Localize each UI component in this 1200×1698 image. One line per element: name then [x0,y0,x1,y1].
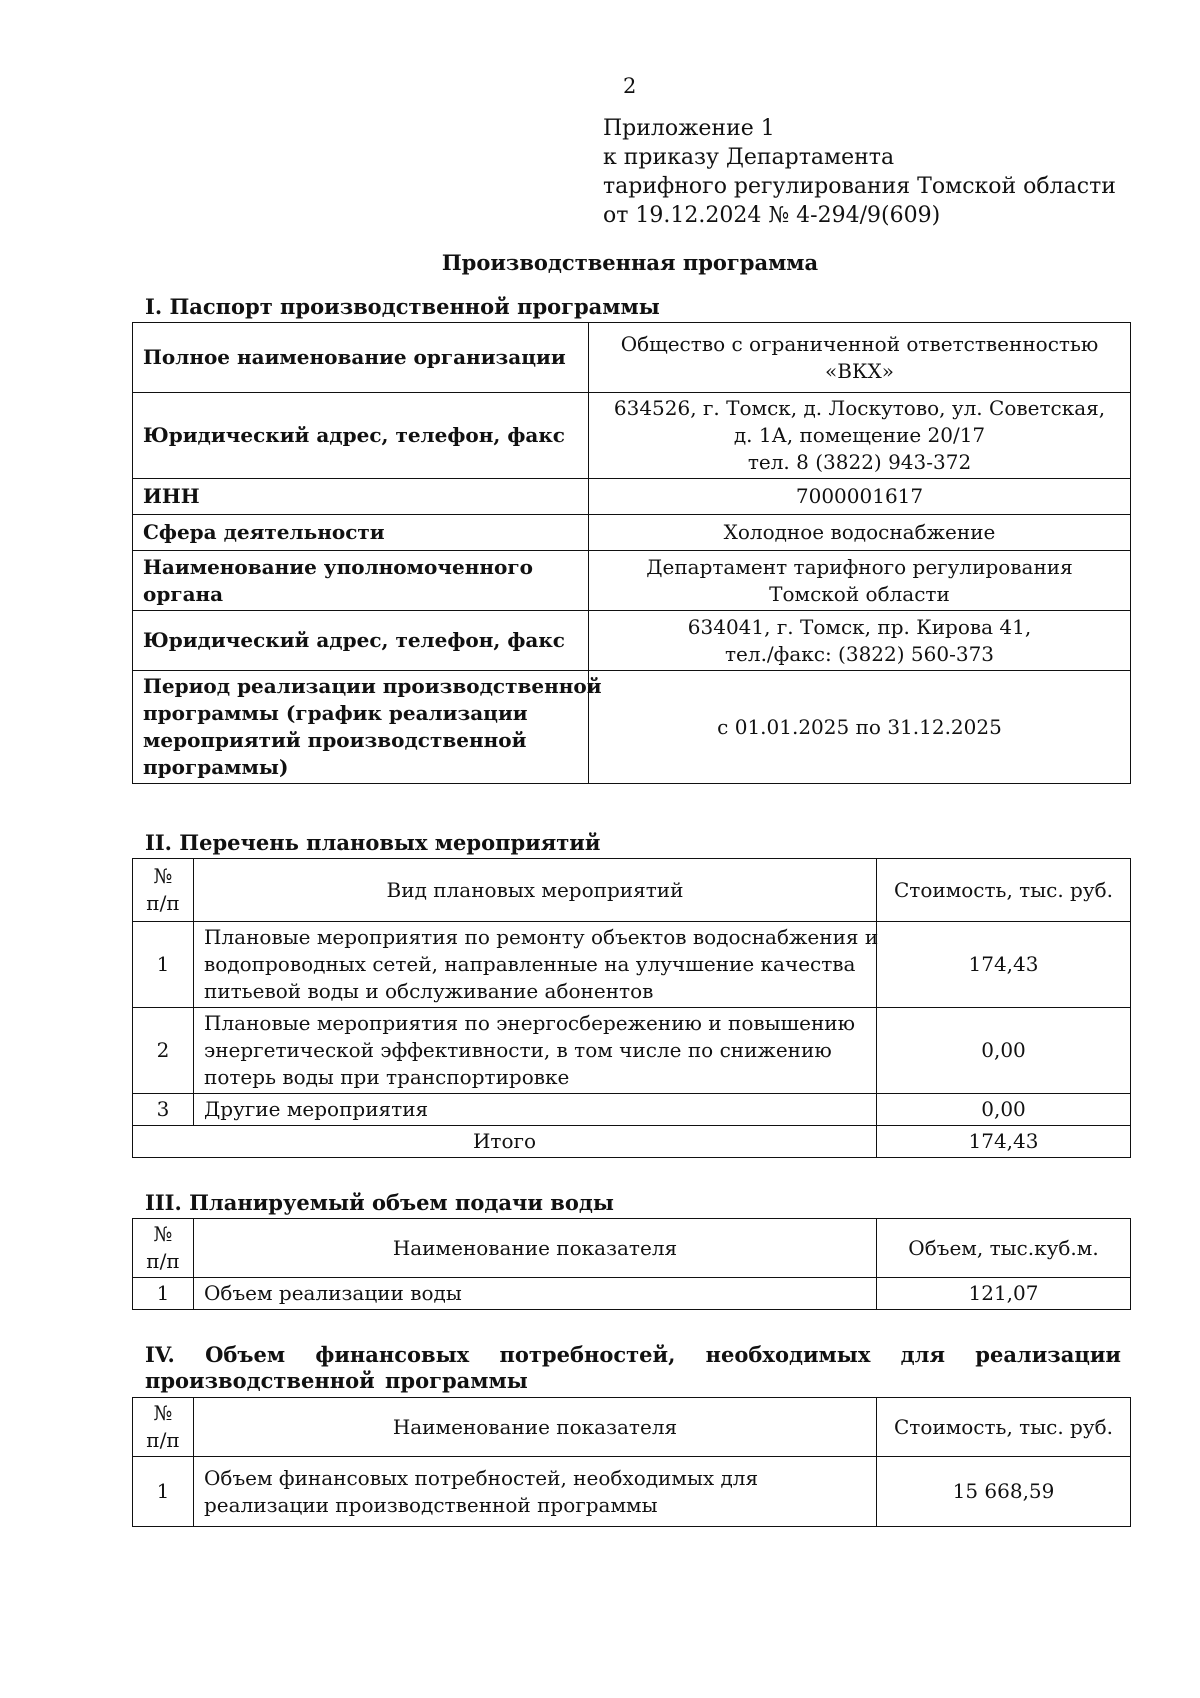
field-label [133,515,589,551]
table-row [133,1094,1131,1126]
water-volume-table [132,1218,1131,1310]
header-cell: Наименование показателя [194,1398,877,1457]
text-line: реализации производственной программы [204,1492,658,1517]
row-number: 3 [133,1094,194,1126]
events-table [132,858,1131,1158]
text-line: № [153,1222,173,1246]
text-line: «ВКХ» [825,358,894,383]
row-number: 1 [133,922,194,1008]
passport-table [132,322,1131,784]
field-value [589,393,1131,479]
event-cost: 0,00 [877,1008,1131,1094]
text-line: программы (график реализации [143,701,528,725]
table-row [133,922,1131,1008]
field-value [589,479,1131,515]
document-title: Производственная программа [441,250,819,275]
row-number: 2 [133,1008,194,1094]
table-row [133,1278,1131,1310]
text-line: тел./факс: (3822) 560-373 [724,641,995,666]
field-label [133,671,602,784]
indicator-cost: 15 668,59 [877,1457,1131,1527]
text-line: 7000001617 [795,484,924,508]
field-value [589,611,1131,671]
header-cell: Стоимость, тыс. руб. [877,859,1131,922]
text-line: Юридический адрес, телефон, факс [143,423,565,447]
row-number: 1 [133,1278,194,1310]
text-line: Полное наименование организации [143,345,566,369]
passport-rows [133,323,1131,784]
row-number: 1 [133,1457,194,1527]
appendix-line: Приложение 1 [603,116,775,141]
section-title: III. Планируемый объем подачи воды [145,1190,614,1215]
text-line: Плановые мероприятия по энергосбережению и повышению [204,1011,856,1035]
indicator-name: Объем реализации воды [194,1278,877,1310]
text-line: Сфера деятельности [143,520,385,544]
text-line: Департамент тарифного регулирования [646,554,1073,579]
text-line: мероприятий производственной [143,728,527,752]
text-line: органа [143,581,224,606]
total-label: Итого [133,1126,877,1158]
text-line: п/п [146,891,180,915]
page-number: 2 [623,74,637,98]
event-name [194,1008,877,1094]
text-line: программы) [143,755,289,779]
indicator-name [194,1457,877,1527]
table-row [133,393,1131,479]
field-value [589,671,1131,784]
table-row [133,611,1131,671]
text-line: Период реализации производственной [143,674,602,698]
text-line: потерь воды при транспортировке [204,1065,570,1089]
table-row [133,323,1131,393]
appendix-block [603,114,1116,230]
header-cell: Объем, тыс.куб.м. [877,1219,1131,1278]
header-cell: Стоимость, тыс. руб. [877,1398,1131,1457]
field-value [589,515,1131,551]
table-header-row [133,1398,1131,1457]
table-row [133,515,1131,551]
events-rows [133,922,1131,1126]
text-line: п/п [146,1249,180,1273]
text-line: энергетической эффективности, в том числе по снижению [204,1038,832,1062]
field-label [133,551,589,611]
field-label [133,479,589,515]
finance-table [132,1397,1131,1527]
text-line: водопроводных сетей, направленные на улучшение качества [204,952,856,976]
table-header-row [133,859,1131,922]
text-line: Холодное водоснабжение [723,520,996,544]
appendix-line: от 19.12.2024 № 4-294/9(609) [603,203,941,228]
finance-rows [133,1457,1131,1527]
event-cost: 0,00 [877,1094,1131,1126]
appendix-line: к приказу Департамента [603,145,895,170]
table-row [133,551,1131,611]
header-cell [133,1398,194,1457]
text-line: Томской области [769,581,950,606]
text-line: Общество с ограниченной ответственностью [620,331,1099,356]
text-line: № [153,1401,173,1425]
header-cell [133,1219,194,1278]
text-line: Объем финансовых потребностей, необходимых для [204,1465,759,1490]
text-line: Юридический адрес, телефон, факс [143,628,565,652]
event-name [194,922,877,1008]
section-title: II. Перечень плановых мероприятий [145,830,601,855]
text-line: питьевой воды и обслуживание абонентов [204,979,654,1003]
text-line: д. 1А, помещение 20/17 [733,423,986,447]
header-cell: Вид плановых мероприятий [194,859,877,922]
table-row [133,671,1131,784]
text-line: с 01.01.2025 по 31.12.2025 [717,714,1002,739]
header-cell [133,859,194,922]
text-line: п/п [146,1428,180,1452]
table-row [133,1457,1131,1527]
field-value [589,323,1131,393]
field-label [133,611,589,671]
table-row [133,1008,1131,1094]
field-value [589,551,1131,611]
event-cost: 174,43 [877,922,1131,1008]
total-value: 174,43 [877,1126,1131,1158]
section-title: I. Паспорт производственной программы [145,294,660,319]
section-title: IV. Объем финансовых потребностей, необходимых для реализации производственной программы [145,1342,1121,1393]
event-name [194,1094,877,1126]
header-cell: Наименование показателя [194,1219,877,1278]
text-line: № [153,864,173,888]
total-row [133,1126,1131,1158]
field-label [133,393,589,479]
appendix-line: тарифного регулирования Томской области [603,174,1116,199]
table-row [133,479,1131,515]
text-line: Наименование уполномоченного [143,554,533,579]
text-line: ИНН [143,484,200,508]
table-header-row [133,1219,1131,1278]
text-line: 634041, г. Томск, пр. Кирова 41, [687,614,1032,639]
field-label [133,323,589,393]
indicator-volume: 121,07 [877,1278,1131,1310]
text-line: Плановые мероприятия по ремонту объектов водоснабжения и [204,925,879,949]
text-line: Другие мероприятия [204,1097,429,1121]
text-line: 634526, г. Томск, д. Лоскутово, ул. Советская, [613,396,1106,420]
text-line: тел. 8 (3822) 943-372 [747,450,972,474]
